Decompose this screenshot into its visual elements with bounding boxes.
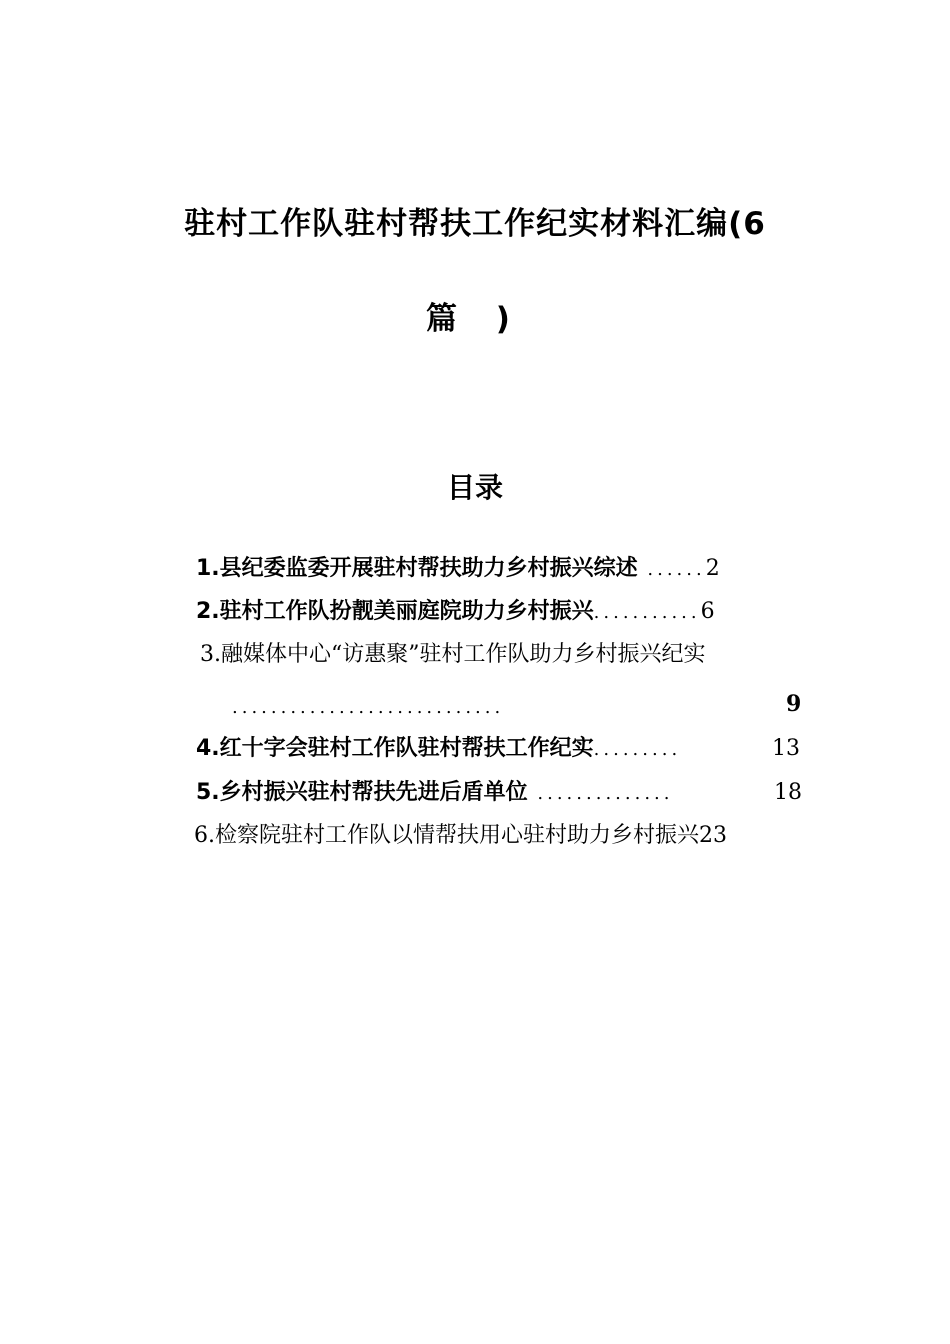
toc-heading: 目录 bbox=[446, 471, 503, 504]
toc-entry-page: 6 bbox=[700, 599, 715, 624]
toc-entry-leader: .............. bbox=[527, 783, 674, 804]
document-title-line-2: 篇 ) bbox=[426, 301, 524, 337]
toc-entry-leader: ...... bbox=[637, 559, 706, 580]
toc-entry-leader: ........... bbox=[593, 602, 701, 623]
toc-entry-4[interactable] bbox=[196, 734, 681, 765]
toc-entry-3[interactable] bbox=[200, 640, 706, 670]
toc-entry-3-leader-line bbox=[232, 692, 504, 723]
toc-entry-1[interactable] bbox=[196, 554, 720, 585]
toc-entry-6[interactable] bbox=[194, 821, 727, 851]
toc-entry-2[interactable] bbox=[196, 597, 715, 628]
toc-entry-label: 2.驻村工作队扮靓美丽庭院助力乡村振兴 bbox=[196, 599, 594, 624]
toc-entry-leader: ............................ bbox=[232, 697, 505, 718]
toc-entry-label: 5.乡村振兴驻村帮扶先进后盾单位 bbox=[196, 780, 528, 805]
toc-entry-page: 23 bbox=[699, 823, 727, 848]
toc-entry-label: 3.融媒体中心“访惠聚”驻村工作队助力乡村振兴纪实 bbox=[200, 642, 706, 667]
toc-entry-label: 1.县纪委监委开展驻村帮扶助力乡村振兴综述 bbox=[196, 556, 638, 581]
document-title-line-1: 驻村工作队驻村帮扶工作纪实材料汇编(6 bbox=[184, 206, 766, 242]
toc-entry-5[interactable] bbox=[196, 778, 674, 809]
toc-entry-page: 9 bbox=[786, 691, 802, 717]
toc-entry-label: 6.检察院驻村工作队以情帮扶用心驻村助力乡村振兴 bbox=[194, 823, 699, 848]
toc-entry-label: 4.红十字会驻村工作队驻村帮扶工作纪实 bbox=[196, 736, 594, 761]
toc-entry-page: 2 bbox=[705, 556, 720, 581]
toc-entry-page: 18 bbox=[774, 780, 802, 805]
toc-entry-page: 13 bbox=[772, 736, 800, 761]
toc-entry-leader: ......... bbox=[593, 739, 682, 760]
